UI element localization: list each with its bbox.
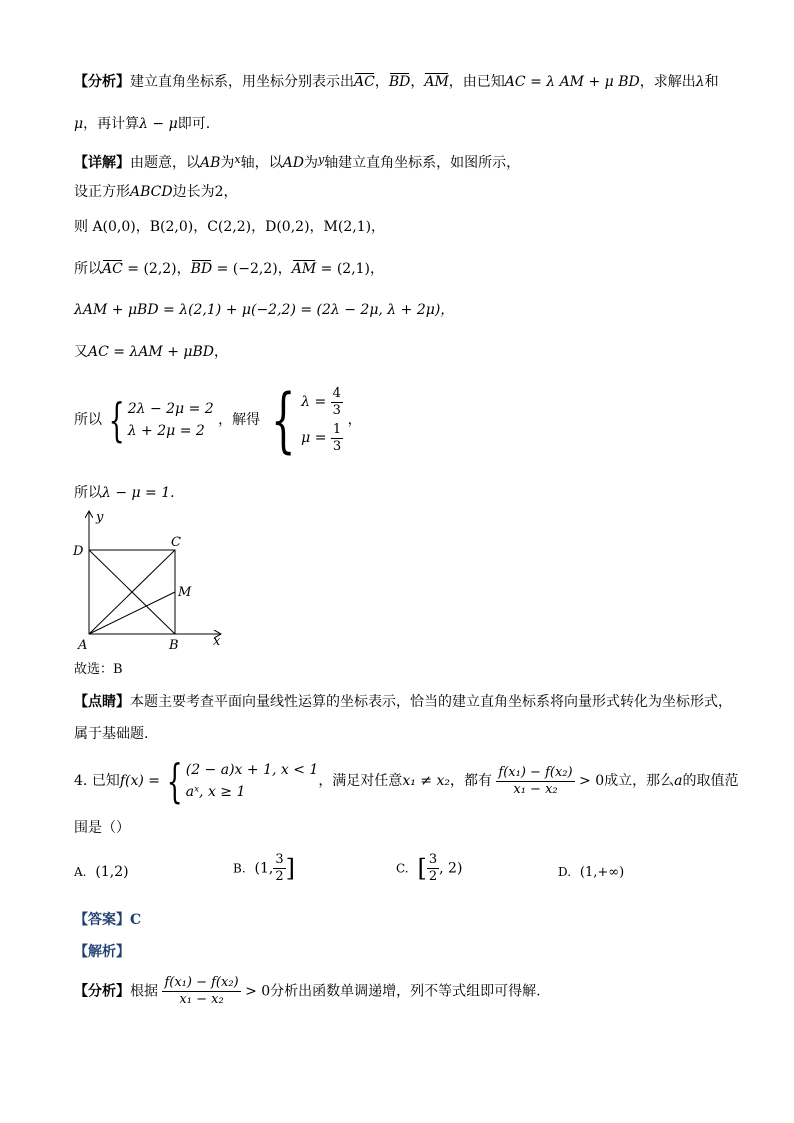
variable-a: a [674,773,683,789]
equation-row: 2λ − 2μ = 2 [127,401,214,417]
segment-am [89,592,175,634]
text: 根据 [130,983,158,1000]
text: ，解得 [218,412,261,428]
fraction [331,422,343,455]
system-rows [128,398,214,442]
comment-line-1 [74,692,732,712]
left-brace: { [109,393,126,447]
vector-ac: AC [102,261,123,277]
option-d[interactable] [558,862,624,883]
difference-quotient [496,765,574,798]
text: 为 [220,155,235,171]
point-d: D [73,544,84,559]
detail-line-1 [74,150,520,173]
numerator: 4 [332,385,341,401]
point-m: M [178,585,192,600]
analysis-line-2 [74,114,210,134]
choice-line: 故选：B [74,662,123,677]
text: ，都有 [449,773,492,789]
text: 所以 [74,485,102,501]
point-a: A [78,638,88,650]
text: 又 [74,344,88,360]
question-number: 4. [74,773,88,789]
fraction [331,386,343,419]
lambda: λ [695,74,705,90]
axis-y: y [317,153,325,166]
text: 本题主要考查平面向量线性运算的坐标表示，恰当的建立直角坐标系将向量形式转化为坐标形式， [130,694,732,710]
text: 所以 [74,412,102,428]
piecewise-rows [186,759,319,803]
vector-bd: BD [190,261,213,277]
option-label: C. [396,861,409,876]
fraction [273,852,285,885]
text: ， [223,184,238,200]
text: 成立，那么 [604,773,675,789]
vector-equation: AC = λ AM + μ BD [504,74,640,90]
option-value-left: (1, [254,860,274,877]
option-value-left: [ [417,854,427,883]
analysis-tag: 【分析】 [74,74,130,90]
solution-system [265,379,344,461]
analysis-tag: 【分析】 [74,983,130,1000]
option-label: B. [233,861,246,876]
label: μ = [301,430,327,446]
numerator: 1 [332,421,342,437]
denominator: x₁ − x₂ [179,992,224,1007]
fraction [427,852,439,885]
text: ，求解出 [639,74,696,90]
analysis-line-1 [74,72,719,92]
combination-line: λAM + μBD = λ(2,1) + μ(−2,2) = (2λ − 2μ, λ + 2μ)， [74,302,455,318]
option-value: (1,2) [95,864,129,880]
comment-tag: 【点睛】 [74,694,130,710]
vector-am: AM [291,261,317,277]
detail-line-2 [74,182,238,202]
value: = (−2,2)， [212,261,292,277]
side-length: 2 [214,184,224,200]
numerator: 3 [428,852,438,867]
denominator: 3 [332,402,341,418]
given-line [74,342,228,362]
equation-system [106,393,214,447]
text: 的取值范 [682,773,739,789]
text: 分析出函数单调递增，列不等式组即可得解. [270,983,541,1000]
text: 为 [303,155,318,171]
solution-row [301,384,343,420]
denominator: 2 [275,869,284,884]
question-4 [74,754,739,808]
solution-rows [301,384,343,456]
solution-row [301,420,343,456]
value: = (2,2)， [122,261,191,277]
numerator: 3 [275,852,284,867]
value: = (2,1)， [316,261,385,277]
mu: μ [74,116,84,132]
expression: λ − μ [139,116,178,132]
explanation-tag: 【解析】 [74,944,130,960]
text: 由题意，以 [130,155,200,171]
text: 已知 [91,773,120,789]
numerator: f(x₁) − f(x₂) [498,764,573,780]
denominator: 2 [428,869,438,884]
text: 即可. [177,116,211,132]
x-label: x [213,634,221,649]
comment-line-2: 属于基础题. [74,726,149,742]
condition: x₁ ≠ x₂ [402,773,450,789]
option-b[interactable] [233,852,295,885]
coordinates-line: 则 A(0,0)，B(2,0)，C(2,2)，D(0,2)，M(2,1)， [74,219,386,235]
text: ，由已知 [448,74,505,90]
point-b: B [169,638,179,650]
option-a[interactable] [74,862,129,882]
left-brace: { [167,754,184,808]
equation-row: λ + 2μ = 2 [127,423,205,439]
piece: (2 − a)x + 1, x < 1 [185,762,319,778]
y-label: y [96,510,104,525]
text: ，再计算 [83,116,140,132]
option-value-right: ] [285,854,296,883]
final-analysis [74,975,541,1008]
text: ，满足对任意 [318,773,403,789]
vector-equation: AC = λAM + μBD [88,344,215,360]
text: ， [347,412,362,428]
denominator: x₁ − x₂ [513,781,558,797]
text: 设正方形 [74,184,130,200]
sep: ， [410,74,425,90]
option-label: A. [74,865,87,879]
denominator: 3 [332,438,342,454]
label: λ = [301,394,327,410]
segment-ad: AD [282,155,304,171]
text: 边长为 [172,184,215,200]
numerator: f(x₁) − f(x₂) [164,975,239,990]
option-label: D. [558,865,572,879]
question-4-cont: 围是（） [74,820,130,836]
piecewise [164,754,319,808]
inequality: > 0 [245,983,271,1000]
point-c: C [171,535,181,550]
text: ， [214,344,229,360]
answer-line: 【答案】C [74,912,142,928]
vectors-line [74,259,384,279]
vector-am: AM [424,74,449,90]
inequality: > 0 [579,773,605,789]
vector-bd: BD [388,74,411,90]
left-brace: { [270,379,296,461]
text: 和 [704,74,719,90]
function-label: f(x) = [119,773,160,789]
square-figure [70,508,230,650]
text: 所以 [74,261,102,277]
text: 建立直角坐标系，用坐标分别表示出 [130,74,354,90]
square-name: ABCD [130,184,173,200]
detail-tag: 【详解】 [74,155,130,171]
result-expression: λ − μ = 1. [102,485,175,501]
sep: ， [374,74,389,90]
option-c[interactable] [396,852,462,885]
difference-quotient [162,975,240,1008]
segment-ab: AB [200,155,221,171]
axis-x: x [234,153,241,166]
piece: aˣ, x ≥ 1 [185,784,246,800]
option-value-right: , 2) [439,860,463,877]
vector-ac: AC [354,74,375,90]
result-line [74,483,175,503]
text: 轴建立直角坐标系，如图所示， [324,155,521,171]
system-line [74,379,362,461]
text: 轴，以 [240,155,283,171]
option-value: (1,+∞) [579,865,625,880]
